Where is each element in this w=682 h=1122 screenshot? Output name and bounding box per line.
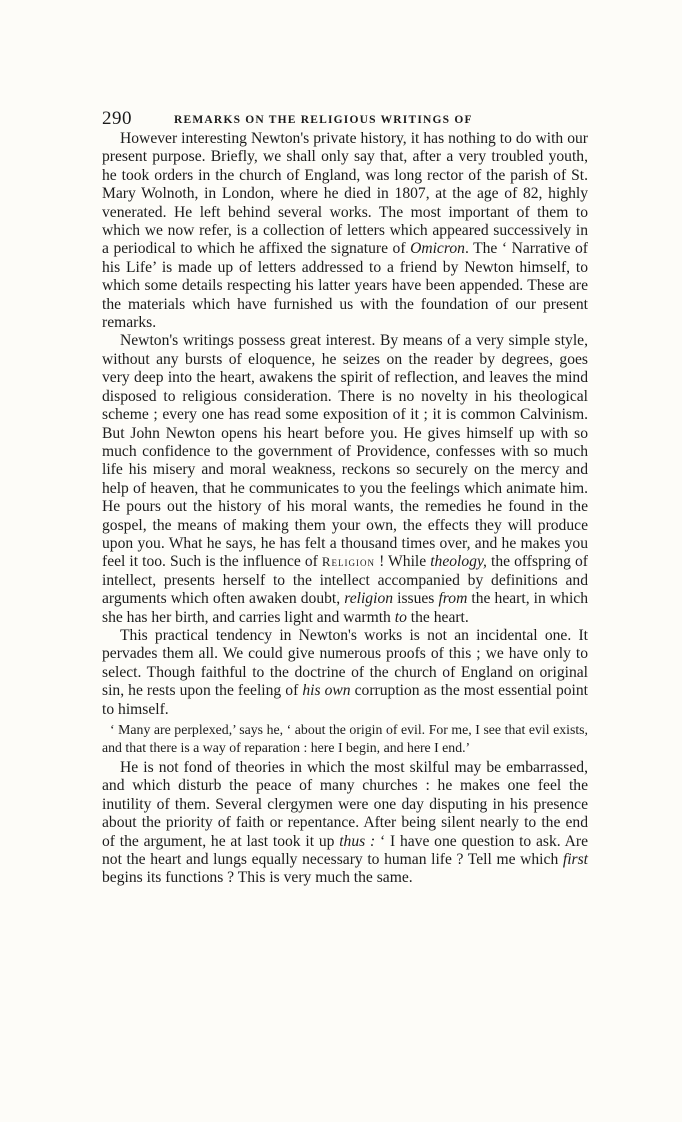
italic-run: to [394, 608, 407, 626]
page-header [102, 108, 588, 132]
text-run: ! While [375, 553, 431, 571]
text-run: Newton's writings possess great interest. By means of a very simple style, without any bursts of eloquence, he seizes on the reader by degrees, goes very deep into the heart, awakens the spirit of reflection, and leaves the mind disposed to religious consideration. There is no novelty in his theological scheme ; every one has read some exposition of it ; it is common Calvinism. But John Newton opens his heart before you. He gives himself up with so much confidence to the government of Providence, confesses with so much life his misery and moral weakness, reckons so securely on the mercy and help of heaven, that he communicates to you the feelings which animate him. He pours out the history of his moral wants, the remedies he found in the gospel, the means of making them your own, the effects they will produce upon you. What he says, he has felt a thousand times over, and he makes you feel it too. Such is the influence of [102, 332, 588, 571]
text-run: the offspring of intellect, presents herself to the intellect accompanied by definitions and arguments which often awaken doubt, [102, 553, 589, 608]
paragraph-4 [102, 759, 588, 888]
block-quote: ‘ Many are perplexed,’ says he, ‘ about the origin of evil. For me, I see that evil exists, and that there is a way of reparation : here I begin, and here I end.’ [102, 722, 588, 755]
italic-run: his own [302, 682, 351, 700]
small-caps-run: Religion [321, 554, 376, 570]
paragraph-3 [102, 627, 588, 719]
italic-run: thus : [339, 832, 376, 850]
text-run: begins its functions ? This is very much the same. [102, 869, 413, 887]
text-run: He is not fond of theories in which the most skilful may be embarrassed, and which disturb the peace of many churches : he makes one feel the inutility of them. Several clergymen were one day disputing in his presence about the priority of faith or repentance. After being silent nearly to the end of the argument, he at last took it up [102, 759, 588, 850]
paragraph-2 [102, 332, 588, 627]
body-text [102, 130, 588, 888]
text-run: corruption as the most essential point to himself. [102, 682, 588, 718]
italic-run: theology, [430, 553, 487, 571]
text-run: issues [393, 590, 439, 608]
running-head: REMARKS ON THE RELIGIOUS WRITINGS OF [174, 114, 473, 126]
paragraph-1 [102, 130, 588, 332]
text-run: ‘ I have one question to ask. Are not the heart and lungs equally necessary to human life ? Tell me which [102, 832, 588, 869]
italic-run: religion [344, 590, 394, 608]
text-run: . The ‘ Narrative of his Life’ is made up of letters addressed to a friend by Newton himself, to which some details respecting his latter years have been appended. These are the materials which have furnished us with the foundation of our present remarks. [102, 240, 588, 332]
italic-run: from [438, 590, 468, 608]
page-number: 290 [102, 108, 132, 129]
text-run: the heart, in which she has her birth, and carries light and warmth [102, 590, 588, 626]
text-run: This practical tendency in Newton's works is not an incidental one. It pervades them all. We could give numerous proofs of this ; we have only to select. Though faithful to the doctrine of the church of England on original sin, he rests upon the feeling of [102, 626, 588, 700]
italic-run: Omicron [410, 240, 465, 258]
text-run: However interesting Newton's private history, it has nothing to do with our present purpose. Briefly, we shall only say that, after a very troubled youth, he took orders in the church of England, was long rector of the parish of St. Mary Wolnoth, in London, where he died in 1807, at the age of 82, highly venerated. He left behind several works. The most important of them to which we now refer, is a collection of letters which appeared successively in a periodical to which he affixed the signature of [102, 130, 588, 258]
italic-run: first [562, 851, 588, 869]
text-run: the heart. [406, 608, 469, 626]
